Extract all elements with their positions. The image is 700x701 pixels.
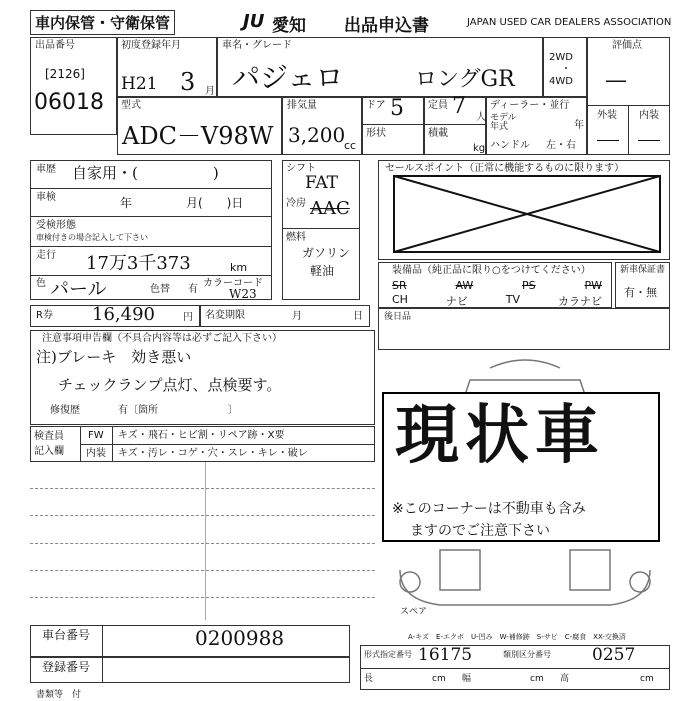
rating-interior-label: 内装 <box>639 110 659 121</box>
rating-exterior-label: 外装 <box>597 110 617 121</box>
inspector-label-2: 記入欄 <box>34 446 64 457</box>
mileage-value: 17万3千373 <box>86 253 191 274</box>
mileage-unit: km <box>230 261 248 274</box>
mileage-label: 走行 <box>36 250 56 261</box>
displacement-value: 3,200 <box>288 123 346 147</box>
dealer-label: ディーラー・並行 <box>490 100 570 111</box>
equip-navi: ナビ <box>445 295 468 308</box>
capacity-value: 7 <box>452 94 466 119</box>
inspector-fw-items: キズ・飛石・ヒビ割・リペア跡・X要 <box>118 430 285 441</box>
drive-4wd: 4WD <box>549 76 573 87</box>
status-stamp-note2: ますのでご注意下さい <box>410 523 550 539</box>
car-name-label: 車名・グレード <box>222 40 292 51</box>
cert-category-value: 0257 <box>592 645 636 665</box>
recycle-label: R券 <box>36 310 53 321</box>
shift-value: FAT <box>305 173 339 193</box>
doors-label: ドア <box>366 100 386 111</box>
color-code-value: W23 <box>229 287 257 301</box>
cert-height-unit: cm <box>640 674 654 684</box>
new-warranty-value: 有・無 <box>624 286 657 299</box>
status-stamp-note1: ※このコーナーは不動車も含み <box>392 501 586 517</box>
storage-label: 車内保管・守衛保管 <box>30 10 175 35</box>
rating-value: — <box>605 68 627 93</box>
repair-value: 有〔箇所 〕 <box>118 405 238 416</box>
cert-value: 16175 <box>418 645 473 665</box>
inspector-int-label: 内装 <box>86 448 106 459</box>
recycle-value: 16,490 <box>92 304 155 325</box>
name-change-label: 名変期限 <box>205 310 245 321</box>
inspector-label-1: 検査員 <box>34 431 64 442</box>
shift-label: シフト <box>286 163 316 174</box>
load-label: 積載 <box>428 128 448 139</box>
notes-label: 注意事項申告欄（不具合内容等は必ずご記入下さい） <box>42 333 282 344</box>
car-name-value: パジェロ <box>232 61 344 94</box>
chassis-label: 車台番号 <box>42 628 91 642</box>
capacity-unit: 人 <box>476 112 486 123</box>
cert-length-label: 長 <box>364 674 374 684</box>
color-value: パール <box>50 278 107 300</box>
inspector-fw-label: FW <box>88 430 104 441</box>
form-title: 出品申込書 <box>344 16 429 36</box>
sales-point-cross-out <box>392 174 662 254</box>
reg-era-year: H21 <box>121 74 158 94</box>
acceptance-label: 受検形態 <box>36 220 76 231</box>
fuel-label: 燃料 <box>286 232 306 243</box>
load-unit: kg <box>473 143 486 154</box>
capacity-label: 定員 <box>428 100 448 111</box>
lot-label: 出品番号 <box>35 40 75 51</box>
lot-box <box>30 37 117 135</box>
reg-label: 初度登録年月 <box>121 40 181 51</box>
equip-pw: PW <box>584 279 602 292</box>
sales-point-label: セールスポイント（正常に機能するものに限ります） <box>385 163 625 174</box>
recycle-unit: 円 <box>183 312 193 323</box>
dealer-model-label: モデル <box>490 113 517 123</box>
acceptance-note: 車検付きの場合記入して下さい <box>36 233 148 242</box>
fuel-value: ガソリン <box>302 246 351 260</box>
fuel-light-oil: 軽油 <box>310 264 335 278</box>
equip-aw: AW <box>455 279 474 292</box>
reg-number-label: 登録番号 <box>42 660 91 674</box>
equip-sr: SR <box>392 279 407 292</box>
reg-month: 3 <box>180 68 196 96</box>
color-label: 色 <box>36 278 46 289</box>
equipment-label: 装備品（純正品に限り○をつけてください） <box>392 265 591 276</box>
document-row: 書類等 付 <box>36 690 82 700</box>
equip-ch: CH <box>392 293 408 306</box>
lot-sub-number: [2126] <box>45 67 85 81</box>
handle-label: ハンドル <box>490 140 530 151</box>
handle-value: 左・右 <box>546 140 576 151</box>
equipment-row2 <box>392 293 602 309</box>
name-change-month: 月 <box>292 311 302 322</box>
org-name: 愛知 <box>272 16 306 36</box>
model-label: 型式 <box>121 100 141 111</box>
post-install-box <box>378 308 670 350</box>
dealer-year-label: 年式 <box>490 122 509 132</box>
doors-value: 5 <box>390 96 404 121</box>
status-stamp-title: 現状車 <box>395 399 605 473</box>
notes-line1: 注)ブレーキ 効き悪い <box>36 348 192 366</box>
drive-dot: ・ <box>561 64 571 75</box>
new-warranty-label: 新車保証書 <box>620 265 666 275</box>
inspection-label: 車検 <box>36 192 56 203</box>
dealer-year-unit: 年 <box>574 120 584 131</box>
cert-width-label: 幅 <box>462 674 472 684</box>
cert-width-unit: cm <box>530 674 544 684</box>
ac-label: 冷房 <box>286 198 306 209</box>
post-install-label: 後日品 <box>384 312 412 322</box>
ac-value: AAC <box>310 198 350 219</box>
equip-tv: TV <box>505 293 521 306</box>
inspection-year-unit: 年 <box>120 196 133 210</box>
cert-label: 形式指定番号 <box>364 650 412 659</box>
ju-logo: JU <box>243 11 265 32</box>
repair-label: 修復歴 <box>50 405 80 416</box>
cert-height-label: 高 <box>560 674 570 684</box>
equipment-row1 <box>392 279 602 292</box>
cert-category-label: 類別区分番号 <box>503 650 551 659</box>
color-change-has: 有 <box>188 284 198 295</box>
color-change-label: 色替 <box>150 284 170 295</box>
inspection-month-day: 月( )日 <box>186 196 244 210</box>
chassis-value: 0200988 <box>195 626 285 650</box>
model-value: ADC－V98W <box>122 122 274 150</box>
name-change-day: 日 <box>353 311 363 322</box>
spare-label: スペア <box>400 607 428 617</box>
reg-month-unit: 月 <box>205 86 215 97</box>
damage-legend: A-キズ E-エクボ U-凹み W-補修跡 S-サビ C-腐食 XX-交換済 <box>408 633 626 641</box>
inspector-int-items: キズ・汚レ・コゲ・穴・スレ・キレ・破レ <box>118 448 308 459</box>
displacement-label: 排気量 <box>287 100 317 111</box>
history-label: 車歴 <box>36 164 56 175</box>
rating-label: 評価点 <box>612 40 642 51</box>
color-code-label: カラーコード <box>203 278 263 289</box>
drive-2wd: 2WD <box>549 52 573 63</box>
notes-line2: チェックランプ点灯、点検要す。 <box>58 376 282 394</box>
cert-length-unit: cm <box>432 674 446 684</box>
equip-color-navi: カラナビ <box>557 295 602 308</box>
shape-label: 形状 <box>366 128 386 139</box>
lot-number: 06018 <box>34 90 104 115</box>
displacement-unit: cc <box>344 139 357 152</box>
org-english: JAPAN USED CAR DEALERS ASSOCIATION <box>467 17 672 28</box>
equip-ps: PS <box>522 279 536 292</box>
car-grade-value: ロングGR <box>415 67 515 92</box>
history-value: 自家用・( ) <box>72 164 219 182</box>
